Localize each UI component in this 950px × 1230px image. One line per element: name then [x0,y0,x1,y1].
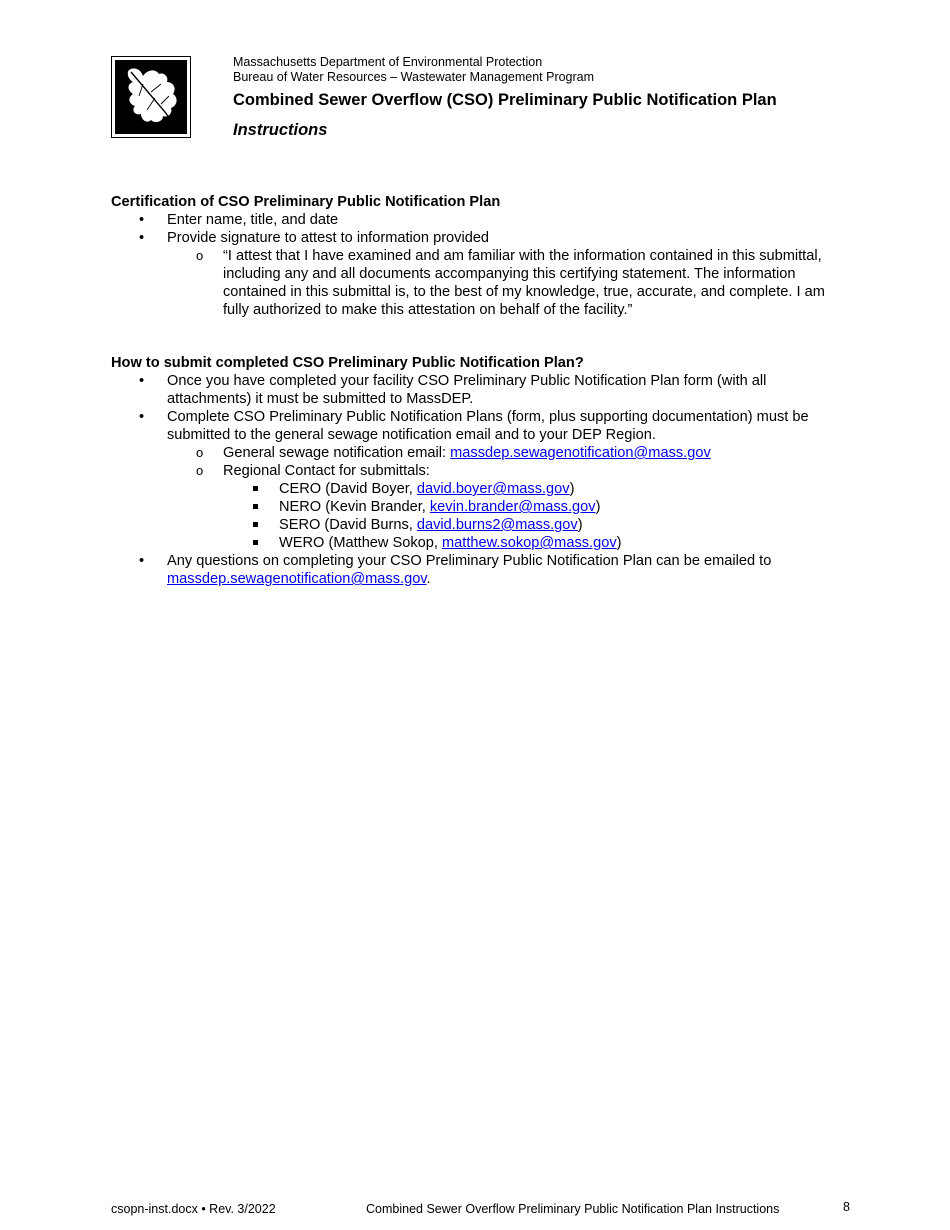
list-item-text: Provide signature to attest to information provided [167,230,490,246]
region-suffix: ) [569,481,575,497]
region-suffix: ) [616,535,622,551]
region-email-link[interactable]: david.boyer@mass.gov [416,481,570,497]
region-name: CERO (David Boyer, [279,481,417,497]
region-suffix: ) [577,517,583,533]
footer-filename: csopn-inst.docx • Rev. 3/2022 [111,1202,276,1216]
region-cero [223,480,841,498]
oak-leaf-logo-icon [115,60,187,134]
questions-email-link[interactable]: massdep.sewagenotification@mass.gov [167,571,427,587]
submit-heading: How to submit completed CSO Preliminary Public Notification Plan? [111,355,584,371]
agency-name: Massachusetts Department of Environmental Protection [233,55,543,69]
region-nero [223,498,841,516]
general-email-item [167,444,841,462]
document-subtitle: Instructions [233,121,328,139]
region-name: SERO (David Burns, [279,517,417,533]
certification-heading: Certification of CSO Preliminary Public Notification Plan [111,194,501,210]
region-email-link[interactable]: kevin.brander@mass.gov [429,499,596,515]
certification-list [111,211,841,319]
region-suffix: ) [595,499,601,515]
footer-title: Combined Sewer Overflow Preliminary Public Notification Plan Instructions [366,1202,780,1216]
list-item-text: Any questions on completing your CSO Preliminary Public Notification Plan can be emailed to [167,553,772,569]
regional-contacts-list [223,480,841,552]
region-sero [223,516,841,534]
list-item [111,408,841,552]
bureau-name: Bureau of Water Resources – Wastewater Management Program [233,70,595,84]
general-email-label: General sewage notification email: [223,445,451,461]
list-item: • Enter name, title, and date [111,211,841,229]
general-email-link[interactable]: massdep.sewagenotification@mass.gov [450,445,711,461]
attestation-list [167,247,841,319]
page-number: 8 [843,1200,850,1214]
regional-contacts-item [167,462,841,552]
document-title: Combined Sewer Overflow (CSO) Preliminary Public Notification Plan [233,91,777,109]
document-body [111,193,841,588]
submission-contacts [167,444,841,552]
region-name: NERO (Kevin Brander, [279,499,430,515]
regional-label: Regional Contact for submittals: [223,463,430,479]
region-wero [223,534,841,552]
massdep-logo [111,56,191,138]
region-email-link[interactable]: matthew.sokop@mass.gov [442,535,617,551]
list-item-text: Complete CSO Preliminary Public Notification Plans (form, plus supporting documentation) must be submitted to the general sewage notification email and to your DEP Region. [167,409,809,443]
region-name: WERO (Matthew Sokop, [279,535,443,551]
list-item: • Once you have completed your facility CSO Preliminary Public Notification Plan form (with all attachments) it must be submitted to MassDEP. [111,372,841,408]
list-item [111,552,841,588]
submit-list [111,372,841,588]
list-item [111,229,841,319]
attestation-statement: o “I attest that I have examined and am familiar with the information contained in this submittal, including any and all documents accompanying this certifying statement. The information contained in this submittal is, to the best of my knowledge, true, accurate, and complete. I am fully authorized to make this attestation on behalf of the facility.” [167,247,841,319]
region-email-link[interactable]: david.burns2@mass.gov [416,517,578,533]
period: . [426,571,431,587]
